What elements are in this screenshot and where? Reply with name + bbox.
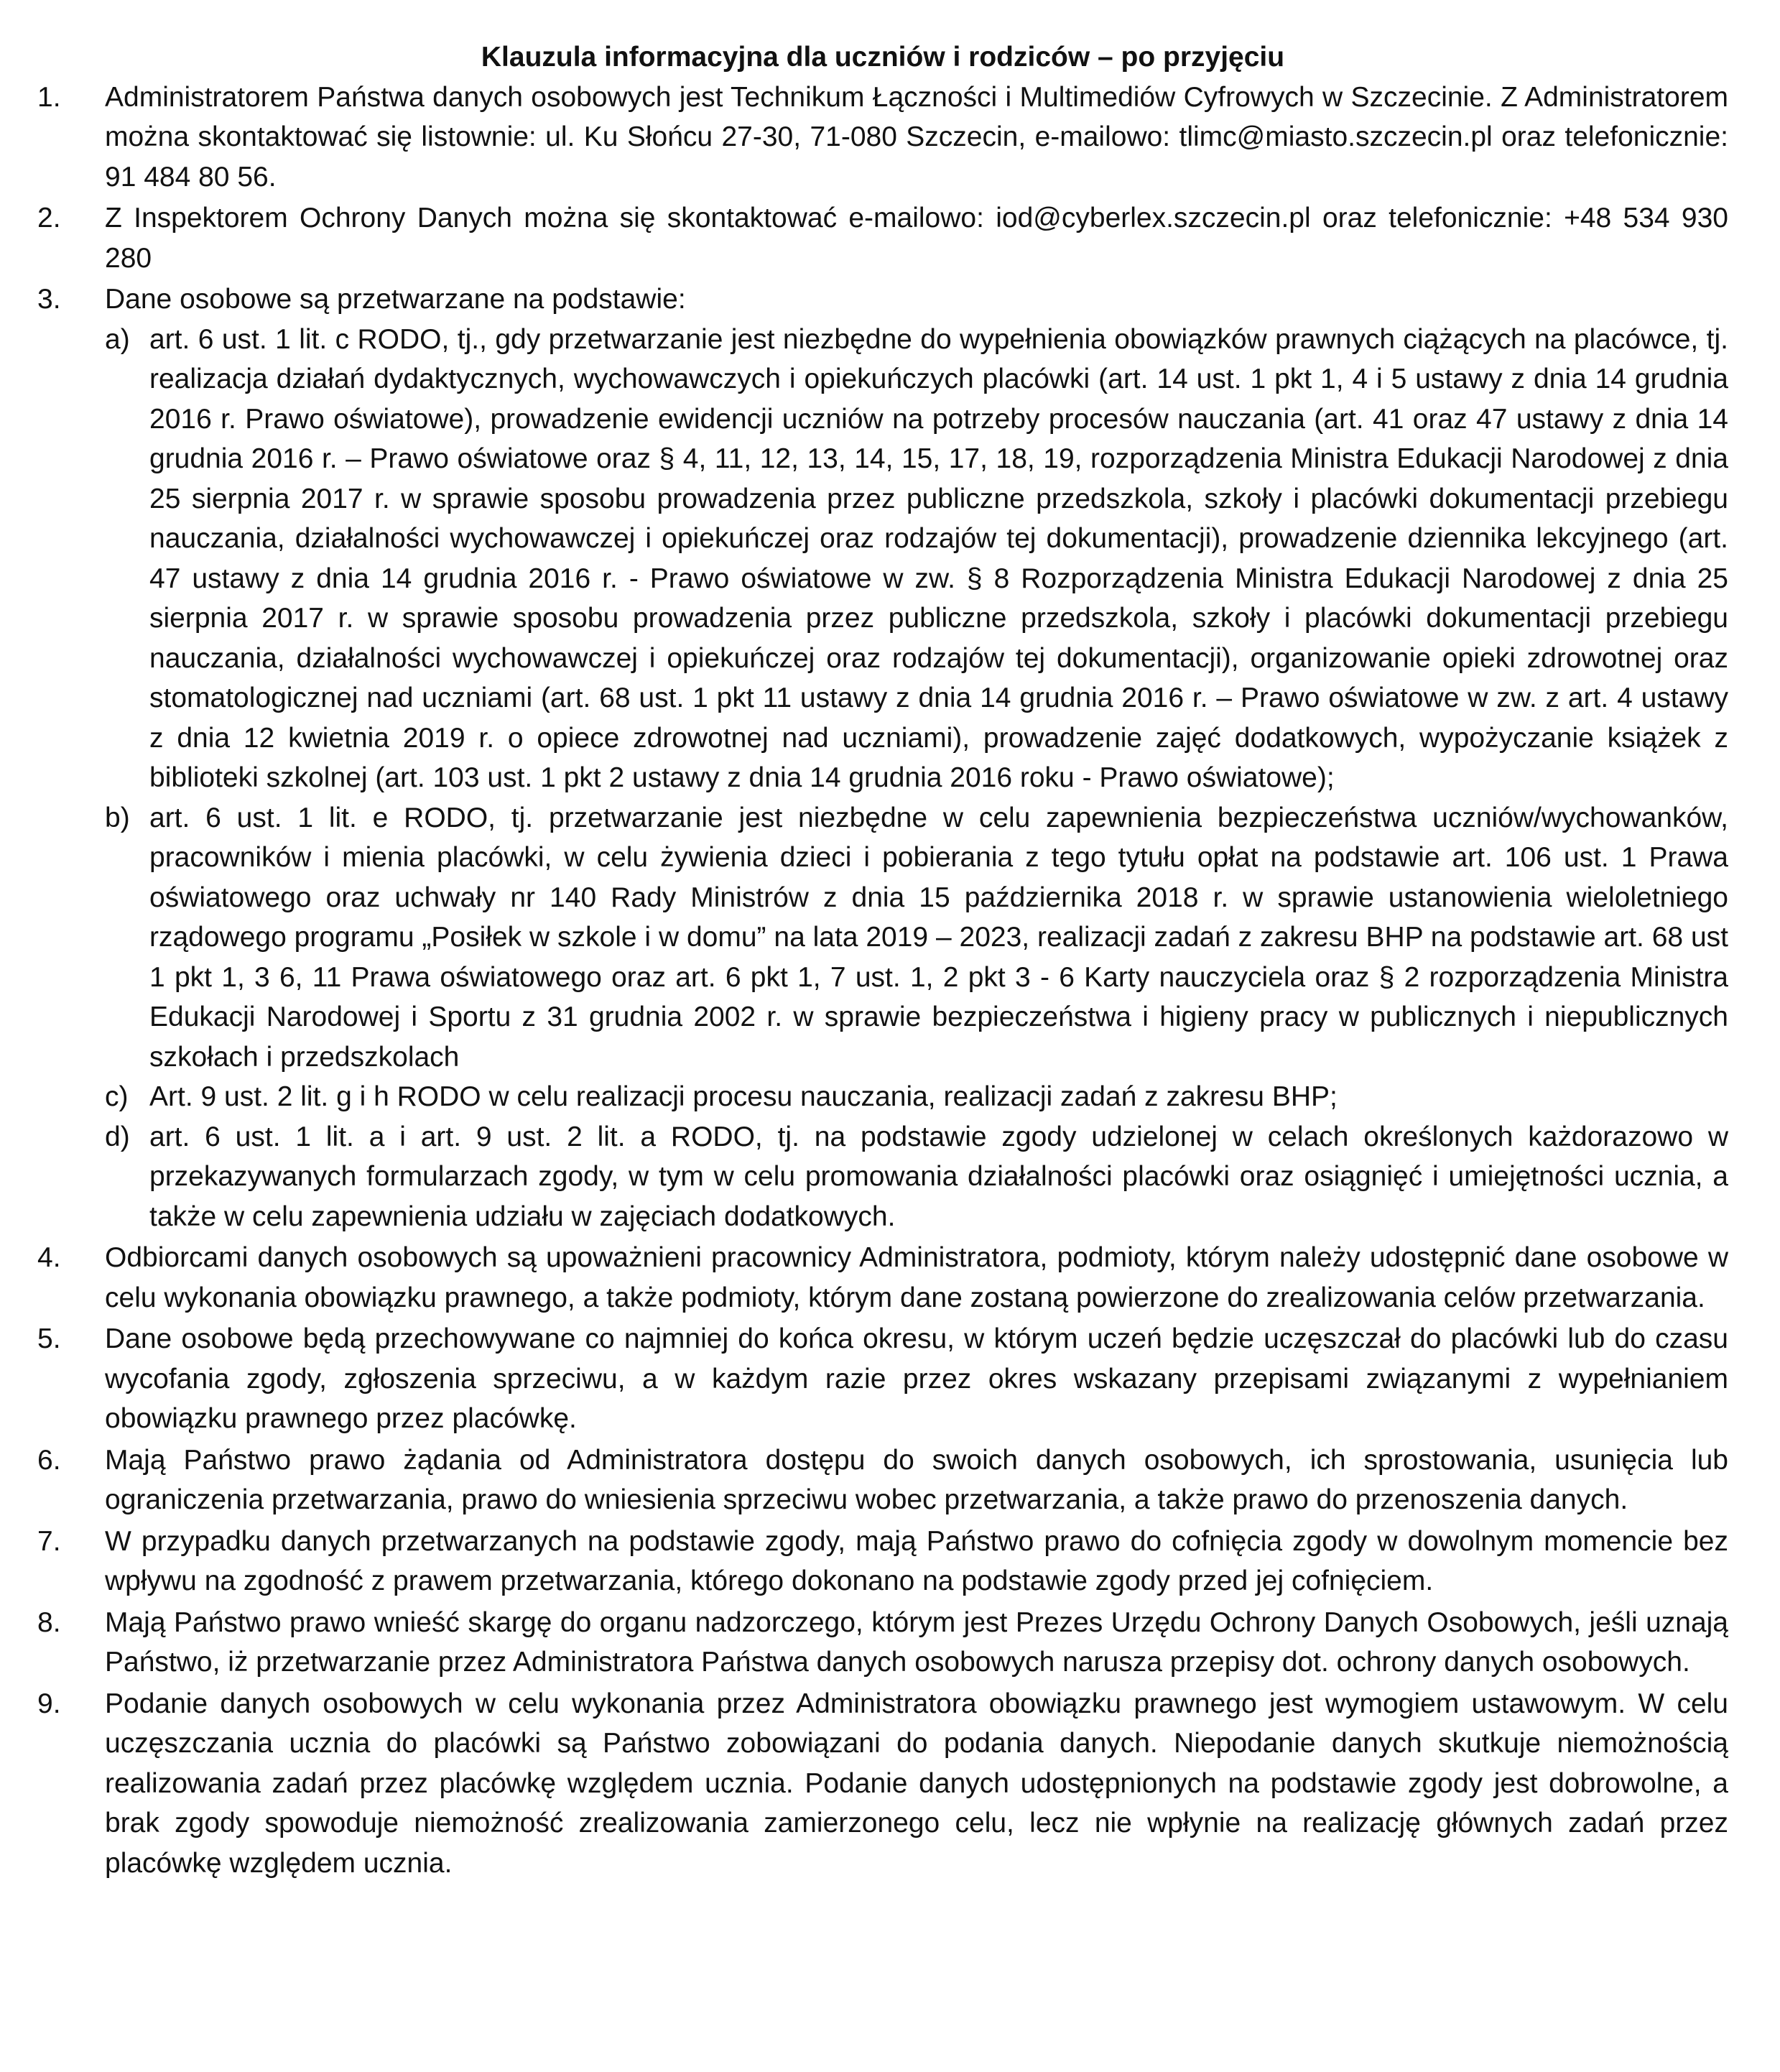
- clause-number: 4.: [37, 1242, 61, 1273]
- clause-item-6: [37, 1440, 1728, 1520]
- legal-basis-letter: b): [105, 802, 130, 833]
- clause-text: Mają Państwo prawo żądania od Administratora dostępu do swoich danych osobowych, ich sprostowania, usunięcia lub ograniczenia przetwarzania, prawo do wniesienia sprzeciwu wobec przetwarzania, a także prawo do przenoszenia danych.: [105, 1444, 1728, 1515]
- legal-basis-item-a: [105, 320, 1728, 798]
- clause-number: 7.: [37, 1525, 61, 1557]
- clause-item-4: [37, 1238, 1728, 1318]
- clause-item-5: [37, 1319, 1728, 1439]
- clause-number: 3.: [37, 284, 61, 315]
- clause-text: Podanie danych osobowych w celu wykonania przez Administratora obowiązku prawnego jest wymogiem ustawowym. W celu uczęszczania ucznia do placówki są Państwo zobowiązani do podania danych. Niepodanie danych skutkuje niemożnością realizowania zadań przez placówkę względem ucznia. Podanie danych udostępnionych na podstawie zgody jest dobrowolne, a brak zgody spowoduje niemożność zrealizowania zamierzonego celu, lecz nie wpłynie na realizację głównych zadań przez placówkę względem ucznia.: [105, 1688, 1728, 1879]
- legal-basis-letter: d): [105, 1121, 130, 1152]
- legal-basis-text: Art. 9 ust. 2 lit. g i h RODO w celu realizacji procesu nauczania, realizacji zadań z zakresu BHP;: [149, 1081, 1338, 1112]
- clause-text: Odbiorcami danych osobowych są upoważnieni pracownicy Administratora, podmioty, którym należy udostępnić dane osobowe w celu wykonania obowiązku prawnego, a także podmioty, którym dane zostaną powierzone do zrealizowania celów przetwarzania.: [105, 1242, 1728, 1313]
- clause-number: 6.: [37, 1444, 61, 1476]
- clause-list: [37, 78, 1728, 1884]
- clause-item-2: [37, 198, 1728, 278]
- legal-basis-list: [105, 320, 1728, 1237]
- legal-basis-item-b: [105, 798, 1728, 1078]
- clause-text: Z Inspektorem Ochrony Danych można się skontaktować e-mailowo: iod@cyberlex.szczecin.pl oraz telefonicznie: +48 534 930 280: [105, 203, 1728, 274]
- clause-text: Administratorem Państwa danych osobowych jest Technikum Łączności i Multimediów Cyfrowych w Szczecinie. Z Administratorem można skontaktować się listownie: ul. Ku Słońcu 27-30, 71-080 Szczecin, e-mailowo: tlimc@miasto.szczecin.pl oraz telefonicznie: 91 484 80 56.: [105, 81, 1728, 193]
- legal-basis-letter: c): [105, 1081, 129, 1112]
- legal-basis-item-d: [105, 1117, 1728, 1237]
- clause-item-9: [37, 1684, 1728, 1884]
- clause-item-1: [37, 78, 1728, 198]
- clause-text: Dane osobowe będą przechowywane co najmniej do końca okresu, w którym uczeń będzie uczęszczał do placówki lub do czasu wycofania zgody, zgłoszenia sprzeciwu, a w każdym razie przez okres wskazany przepisami związanymi z wypełnianiem obowiązku prawnego przez placówkę.: [105, 1323, 1728, 1434]
- clause-item-3: [37, 279, 1728, 1236]
- clause-number: 8.: [37, 1606, 61, 1638]
- legal-basis-letter: a): [105, 323, 130, 355]
- clause-number: 9.: [37, 1688, 61, 1719]
- document-title: Klauzula informacyjna dla uczniów i rodziców – po przyjęciu: [481, 42, 1285, 73]
- clause-number: 5.: [37, 1323, 61, 1354]
- clause-text: Mają Państwo prawo wnieść skargę do organu nadzorczego, którym jest Prezes Urzędu Ochrony Danych Osobowych, jeśli uznają Państwo, iż przetwarzanie przez Administratora Państwa danych osobowych narusza przepisy dot. ochrony danych osobowych.: [105, 1606, 1728, 1678]
- legal-basis-text: art. 6 ust. 1 lit. a i art. 9 ust. 2 lit. a RODO, tj. na podstawie zgody udzielonej w celach określonych każdorazowo w przekazywanych formularzach zgody, w tym w celu promowania działalności placówki oraz osiągnięć i umiejętności ucznia, a także w celu zapewnienia udziału w zajęciach dodatkowych.: [149, 1121, 1728, 1232]
- legal-basis-text: art. 6 ust. 1 lit. e RODO, tj. przetwarzanie jest niezbędne w celu zapewnienia bezpieczeństwa uczniów/wychowanków, pracowników i mienia placówki, w celu żywienia dzieci i pobierania z tego tytułu opłat na podstawie art. 106 ust. 1 Prawa oświatowego oraz uchwały nr 140 Rady Ministrów z dnia 15 października 2018 r. w sprawie ustanowienia wieloletniego rządowego programu „Posiłek w szkole i w domu” na lata 2019 – 2023, realizacji zadań z zakresu BHP na podstawie art. 68 ust 1 pkt 1, 3 6, 11 Prawa oświatowego oraz art. 6 pkt 1, 7 ust. 1, 2 pkt 3 - 6 Karty nauczyciela oraz § 2 rozporządzenia Ministra Edukacji Narodowej i Sportu z 31 grudnia 2002 r. w sprawie bezpieczeństwa i higieny pracy w publicznych i niepublicznych szkołach i przedszkolach: [149, 802, 1728, 1073]
- clause-item-7: [37, 1522, 1728, 1601]
- clause-number: 2.: [37, 203, 61, 233]
- clause-text: W przypadku danych przetwarzanych na podstawie zgody, mają Państwo prawo do cofnięcia zgody w dowolnym momencie bez wpływu na zgodność z prawem przetwarzania, którego dokonano na podstawie zgody przed jej cofnięciem.: [105, 1525, 1728, 1596]
- clause-text: Dane osobowe są przetwarzane na podstawie:: [105, 284, 686, 315]
- clause-number: 1.: [37, 81, 61, 113]
- clause-item-8: [37, 1603, 1728, 1683]
- legal-basis-text: art. 6 ust. 1 lit. c RODO, tj., gdy przetwarzanie jest niezbędne do wypełnienia obowiązków prawnych ciążących na placówce, tj. realizacja działań dydaktycznych, wychowawczych i opiekuńczych placówki (art. 14 ust. 1 pkt 1, 4 i 5 ustawy z dnia 14 grudnia 2016 r. Prawo oświatowe), prowadzenie ewidencji uczniów na potrzeby procesów nauczania (art. 41 oraz 47 ustawy z dnia 14 grudnia 2016 r. – Prawo oświatowe oraz § 4, 11, 12, 13, 14, 15, 17, 18, 19, rozporządzenia Ministra Edukacji Narodowej z dnia 25 sierpnia 2017 r. w sprawie sposobu prowadzenia przez publiczne przedszkola, szkoły i placówki dokumentacji przebiegu nauczania, działalności wychowawczej i opiekuńczej oraz rodzajów tej dokumentacji), prowadzenie dziennika lekcyjnego (art. 47 ustawy z dnia 14 grudnia 2016 r. - Prawo oświatowe w zw. § 8 Rozporządzenia Ministra Edukacji Narodowej z dnia 25 sierpnia 2017 r. w sprawie sposobu prowadzenia przez publiczne przedszkola, szkoły i placówki dokumentacji przebiegu nauczania, działalności wychowawczej i opiekuńczej oraz rodzajów tej dokumentacji), organizowanie opieki zdrowotnej oraz stomatologicznej nad uczniami (art. 68 ust. 1 pkt 11 ustawy z dnia 14 grudnia 2016 r. – Prawo oświatowe w zw. z art. 4 ustawy z dnia 12 kwietnia 2019 r. o opiece zdrowotnej nad uczniami), prowadzenie zajęć dodatkowych, wypożyczanie książek z biblioteki szkolnej (art. 103 ust. 1 pkt 2 ustawy z dnia 14 grudnia 2016 roku - Prawo oświatowe);: [149, 323, 1728, 793]
- legal-basis-item-c: [105, 1077, 1728, 1117]
